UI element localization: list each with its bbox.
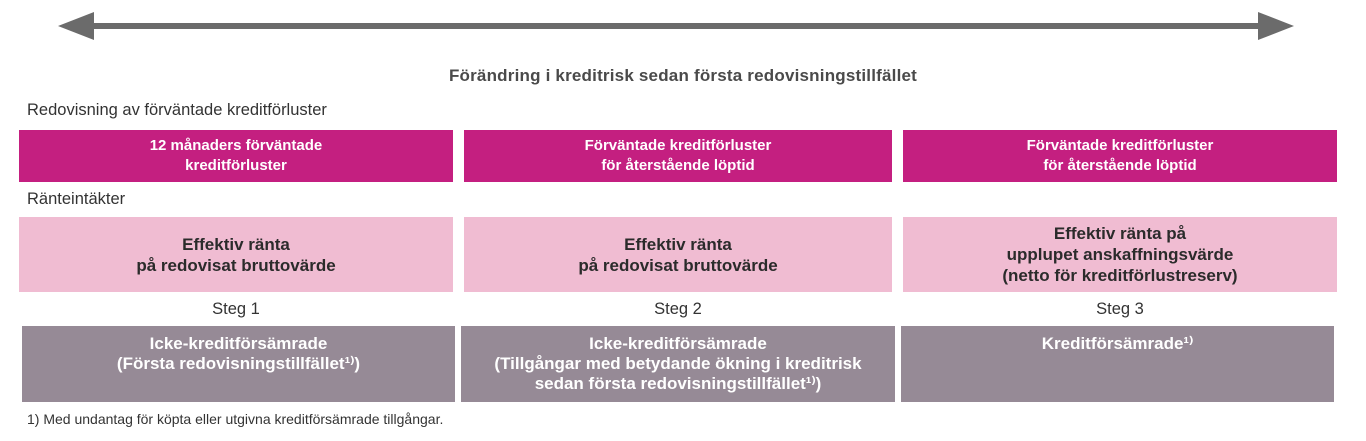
- interest-line: (netto för kreditförlustreserv): [1002, 266, 1238, 285]
- footnote: 1) Med undantag för köpta eller utgivna kreditförsämrade tillgångar.: [27, 411, 444, 427]
- category-line: (Tillgångar med betydande ökning i kreditrisk: [494, 354, 862, 373]
- recognition-box-step-3: [903, 130, 1337, 182]
- category-line: (Första redovisningstillfället¹⁾): [116, 354, 361, 373]
- interest-box-step-2: [464, 217, 892, 292]
- recognition-box-step-2: [464, 130, 892, 182]
- category-line: Icke-kreditförsämrade: [149, 334, 328, 353]
- recognition-line: kreditförluster: [185, 157, 287, 174]
- recognition-line: Förväntade kreditförluster: [584, 137, 772, 154]
- step-label-3: Steg 3: [1096, 300, 1144, 318]
- recognition-row-label: Redovisning av förväntade kreditförluster: [27, 101, 327, 119]
- interest-box-step-3: [903, 217, 1337, 292]
- interest-line: Effektiv ränta: [624, 234, 732, 254]
- interest-line: på redovisat bruttovärde: [578, 255, 778, 275]
- step-label-2: Steg 2: [654, 300, 702, 318]
- category-line: Kreditförsämrade¹⁾: [1041, 334, 1194, 353]
- category-box-step-2: [461, 326, 895, 402]
- interest-line: upplupet anskaffningsvärde: [1006, 245, 1234, 264]
- category-box-step-1: [22, 326, 455, 402]
- double-headed-arrow-icon: [58, 12, 1294, 40]
- recognition-line: Förväntade kreditförluster: [1026, 137, 1214, 154]
- step-label-1: Steg 1: [212, 300, 260, 318]
- category-line: sedan första redovisningstillfället¹⁾): [534, 374, 822, 393]
- recognition-line: 12 månaders förväntade: [149, 137, 323, 154]
- diagram-heading: Förändring i kreditrisk sedan första redovisningstillfället: [448, 66, 918, 85]
- interest-row-label: Ränteintäkter: [27, 190, 126, 208]
- category-box-step-3: [901, 326, 1334, 402]
- recognition-line: för återstående löptid: [601, 157, 755, 174]
- recognition-line: för återstående löptid: [1043, 157, 1197, 174]
- category-line: Icke-kreditförsämrade: [589, 334, 767, 353]
- interest-line: Effektiv ränta: [182, 234, 290, 254]
- interest-line: på redovisat bruttovärde: [136, 255, 336, 275]
- interest-box-step-1: [19, 217, 453, 292]
- recognition-box-step-1: [19, 130, 453, 182]
- interest-line: Effektiv ränta på: [1053, 224, 1187, 243]
